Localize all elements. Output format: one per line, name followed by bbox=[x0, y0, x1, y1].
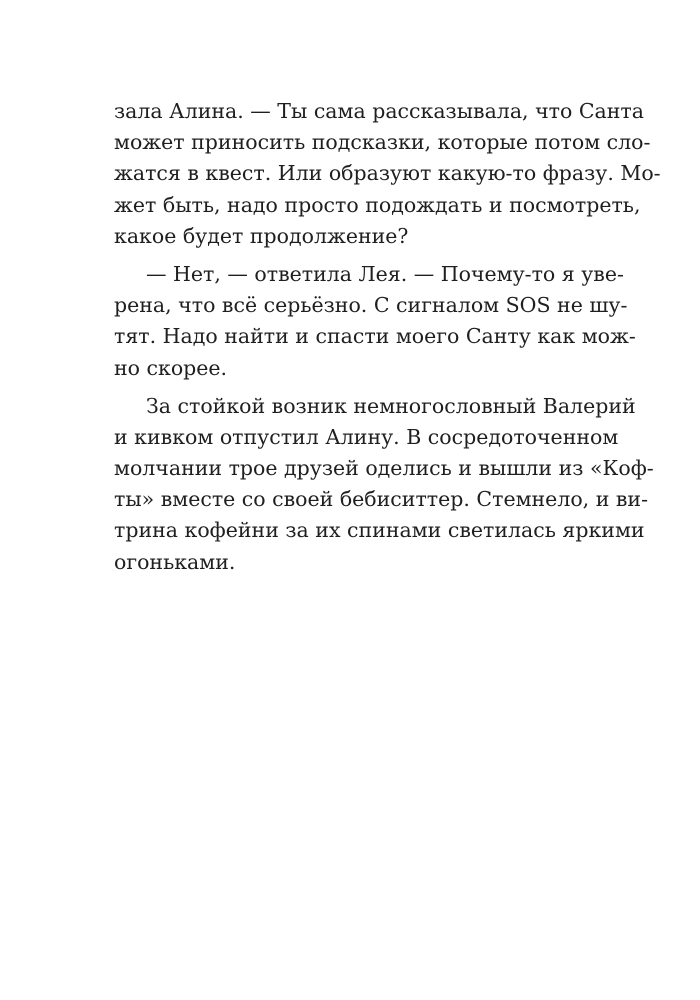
paragraph-spacer bbox=[114, 252, 590, 259]
text-line: жатся в квест. Или образуют какую-то фразу. Мо- bbox=[114, 161, 661, 186]
text-line: За стойкой возник немногословный Валерий bbox=[146, 393, 636, 418]
text-line: зала Алина. — Ты сама рассказывала, что Санта bbox=[114, 99, 644, 123]
body-text bbox=[114, 96, 661, 578]
paragraph-1 bbox=[114, 96, 661, 252]
text-line: какое будет продолжение? bbox=[114, 223, 409, 248]
text-line: тят. Надо найти и спасти моего Санту как мож- bbox=[114, 324, 636, 349]
paragraph-3 bbox=[114, 391, 654, 578]
text-line: жет быть, надо просто подождать и посмотреть, bbox=[114, 192, 641, 217]
text-line: но скорее. bbox=[114, 355, 228, 380]
text-line: и кивком отпустил Алину. В сосредоточенном bbox=[114, 424, 619, 449]
paragraph-2 bbox=[114, 259, 636, 384]
paragraph-spacer bbox=[114, 384, 590, 391]
text-line: — Нет, — ответила Лея. — Почему-то я уве- bbox=[146, 261, 624, 286]
text-line: рена, что всё серьёзно. С сигналом SOS не шу- bbox=[114, 293, 628, 318]
text-line: ты» вместе со своей бебиситтер. Стемнело, и ви- bbox=[114, 487, 649, 512]
text-line: молчании трое друзей оделись и вышли из «Коф- bbox=[114, 456, 654, 481]
text-line: может приносить подсказки, которые потом сло- bbox=[114, 130, 651, 155]
text-line: трина кофейни за их спинами светилась яркими bbox=[114, 518, 645, 543]
text-line: огоньками. bbox=[114, 549, 236, 574]
